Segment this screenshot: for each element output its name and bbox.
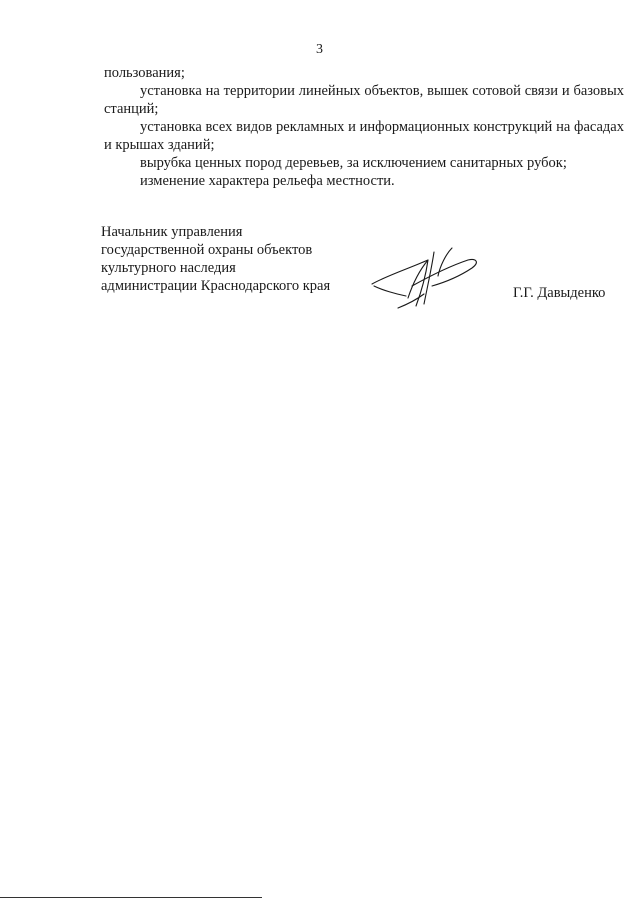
signatory-title-line: государственной охраны объектов: [101, 242, 313, 258]
paragraph-relief: изменение характера рельефа местности.: [140, 173, 395, 189]
page-number: 3: [316, 42, 323, 57]
paragraph-tree-felling: вырубка ценных пород деревьев, за исключением санитарных рубок;: [140, 155, 567, 171]
signatory-title-line: администрации Краснодарского края: [101, 278, 331, 294]
signatory-name: Г.Г. Давыденко: [513, 285, 606, 301]
paragraph-advertising: установка всех видов рекламных и информационных конструкций на фасадах и крышах зданий;: [104, 119, 624, 153]
paragraph-continuation: пользования;: [104, 65, 185, 81]
signatory-title-line: культурного наследия: [101, 260, 236, 276]
signatory-block: [101, 223, 330, 295]
body-text: [104, 64, 624, 190]
signatory-title-line: Начальник управления: [101, 224, 243, 240]
handwritten-signature: [368, 246, 486, 312]
footnote-divider: [0, 897, 262, 898]
paragraph-linear-objects: установка на территории линейных объектов, вышек сотовой связи и базовых станций;: [104, 83, 624, 117]
